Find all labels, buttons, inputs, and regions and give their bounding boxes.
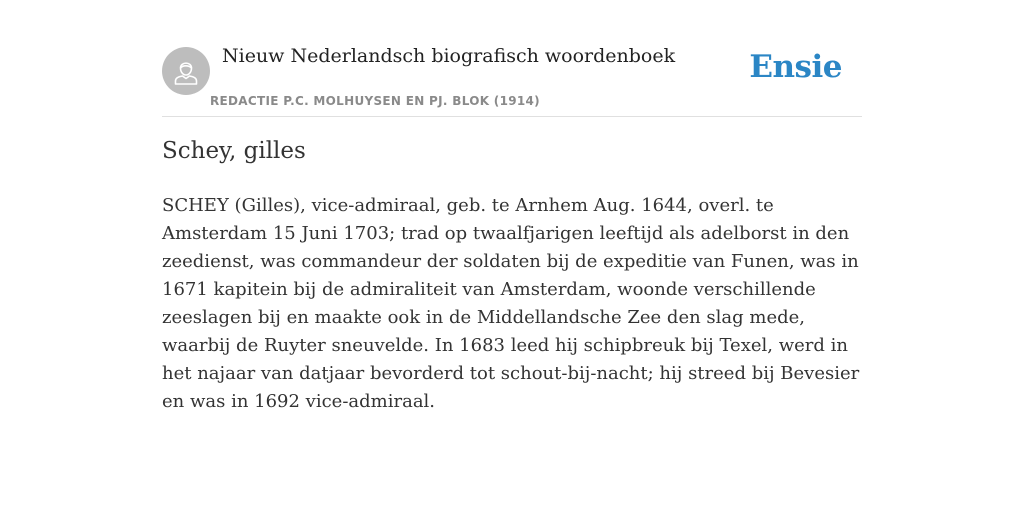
avatar: [162, 47, 210, 95]
book-editors: REDACTIE P.C. MOLHUYSEN EN PJ. BLOK (1914): [210, 94, 540, 108]
entry-title: Schey, gilles: [162, 138, 306, 164]
book-title: Nieuw Nederlandsch biografisch woordenboek: [222, 45, 676, 67]
user-icon: [162, 47, 210, 95]
ensie-logo-link[interactable]: Ensie: [749, 49, 842, 85]
book-header: [162, 40, 862, 117]
entry-body-text: SCHEY (Gilles), vice-admiraal, geb. te Arnhem Aug. 1644, overl. te Amsterdam 15 Juni 1703; trad op twaalfjarigen leeftijd als adelborst in den zeedienst, was commandeur der soldaten bij de expeditie van Funen, was in 1671 kapitein bij de admiraliteit van Amsterdam, woonde verschillende zeeslagen bij en maakte ook in de Middellandsche Zee den slag mede, waarbij de Ruyter sneuvelde. In 1683 leed hij schipbreuk bij Texel, werd in het najaar van datjaar bevorderd tot schout-bij-nacht; hij streed bij Bevesier en was in 1692 vice-admiraal.: [162, 195, 860, 412]
